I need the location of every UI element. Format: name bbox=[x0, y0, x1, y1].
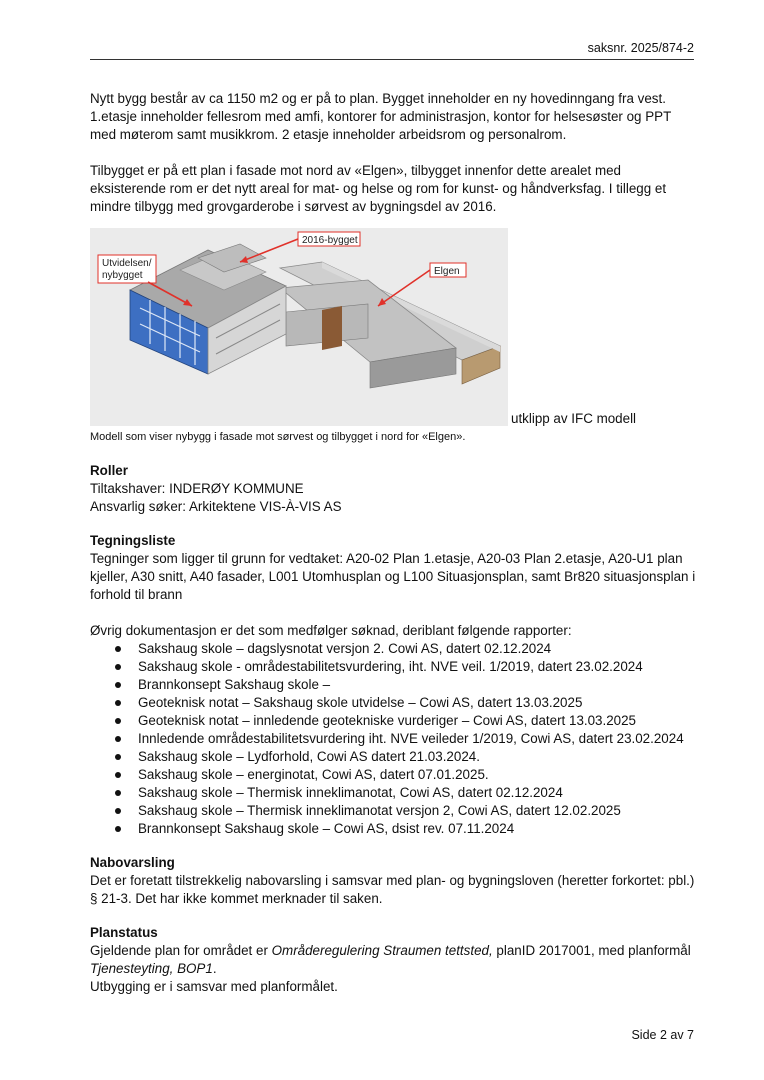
neighbours-heading: Nabovarsling bbox=[90, 855, 175, 870]
documentation-intro: Øvrig dokumentasjon er det som medfølger søknad, deriblant følgende rapporter: bbox=[90, 623, 572, 638]
list-item: Sakshaug skole – dagslysnotat versjon 2. Cowi AS, datert 02.12.2024 bbox=[90, 640, 696, 658]
plan-prefix: Gjeldende plan for området er bbox=[90, 943, 272, 958]
list-item: Sakshaug skole – energinotat, Cowi AS, datert 07.01.2025. bbox=[90, 766, 696, 784]
neighbours-text: Det er foretatt tilstrekkelig nabovarsling i samsvar med plan- og bygningsloven (heretter forkortet: pbl.) § 21-3. Det har ikke kommet merknader til saken. bbox=[90, 873, 695, 906]
list-item: Geoteknisk notat – Sakshaug skole utvidelse – Cowi AS, datert 13.03.2025 bbox=[90, 694, 696, 712]
label-2016-building: 2016-bygget bbox=[302, 235, 358, 246]
building-model-illustration bbox=[90, 228, 508, 426]
list-item: Brannkonsept Sakshaug skole – Cowi AS, dsist rev. 07.11.2024 bbox=[90, 820, 696, 838]
drawings-heading: Tegningsliste bbox=[90, 533, 176, 548]
roles-owner: Tiltakshaver: INDERØY KOMMUNE bbox=[90, 481, 304, 496]
list-item: Sakshaug skole – Lydforhold, Cowi AS datert 21.03.2024. bbox=[90, 748, 696, 766]
list-item: Sakshaug skole – Thermisk inneklimanotat, Cowi AS, datert 02.12.2024 bbox=[90, 784, 696, 802]
plan-purpose-end: . bbox=[212, 961, 217, 976]
plan-name: Områderegulering Straumen tettsted, bbox=[271, 943, 493, 958]
intro-paragraph-2: Tilbygget er på ett plan i fasade mot nord av «Elgen», tilbygget innenfor dette arealet med eksisterende rom er det nytt areal for mat- og helse og rom for kunst- og håndverksfag. I tillegg et mindre tilbygg med grovgarderobe i sørvest av bygningsdel av 2016. bbox=[90, 163, 667, 214]
plan-status-line-1 bbox=[90, 942, 696, 960]
label-elgen: Elgen bbox=[434, 266, 460, 277]
ifc-model-image bbox=[90, 228, 508, 426]
list-item: Sakshaug skole – Thermisk inneklimanotat versjon 2, Cowi AS, datert 12.02.2025 bbox=[90, 802, 696, 820]
extension-label-line2: nybygget bbox=[102, 270, 143, 281]
plan-status-heading: Planstatus bbox=[90, 925, 158, 940]
header-divider bbox=[90, 59, 694, 60]
list-item: Geoteknisk notat – innledende geotekniske vurderiger – Cowi AS, datert 13.03.2025 bbox=[90, 712, 696, 730]
intro-paragraph-1: Nytt bygg består av ca 1150 m2 og er på to plan. Bygget inneholder en ny hovedinngang fra vest. 1.etasje inneholder fellesrom med amfi, kontorer for administrasjon, kontor for helsesøster og PPT med møterom samt musikkrom. 2 etasje inneholder arbeidsrom og personalrom. bbox=[90, 91, 672, 142]
plan-status-line-2 bbox=[90, 960, 696, 978]
roles-applicant: Ansvarlig søker: Arkitektene VIS-À-VIS AS bbox=[90, 499, 342, 514]
drawings-text: Tegninger som ligger til grunn for vedtaket: A20-02 Plan 1.etasje, A20-03 Plan 2.etasje, A20-U1 plan kjeller, A30 snitt, A40 fasader, L001 Utomhusplan og L100 Situasjonsplan, samt Br820 situasjonsplan i forhold til brann bbox=[90, 551, 696, 602]
report-list bbox=[90, 640, 696, 838]
list-item: Innledende områdestabilitetsvurdering iht. NVE veileder 1/2019, Cowi AS, datert 23.02.2024 bbox=[90, 730, 696, 748]
roles-heading: Roller bbox=[90, 463, 128, 478]
plan-suffix: planID 2017001, med planformål bbox=[492, 943, 691, 958]
list-item: Sakshaug skole - områdestabilitetsvurdering, iht. NVE veil. 1/2019, datert 23.02.2024 bbox=[90, 658, 696, 676]
extension-label-line1: Utvidelsen/ bbox=[102, 258, 152, 269]
figure-side-note: utklipp av IFC modell bbox=[511, 411, 637, 426]
plan-purpose: Tjenesteyting, BOP1 bbox=[90, 961, 213, 976]
figure-row bbox=[90, 228, 696, 426]
case-number: saksnr. 2025/874-2 bbox=[587, 41, 694, 55]
page-content bbox=[90, 90, 696, 996]
figure-caption: Modell som viser nybygg i fasade mot sørvest og tilbygget i nord for «Elgen». bbox=[90, 431, 466, 443]
page-number: Side 2 av 7 bbox=[631, 1028, 694, 1042]
plan-status-line-3: Utbygging er i samsvar med planformålet. bbox=[90, 979, 338, 994]
list-item: Brannkonsept Sakshaug skole – bbox=[90, 676, 696, 694]
